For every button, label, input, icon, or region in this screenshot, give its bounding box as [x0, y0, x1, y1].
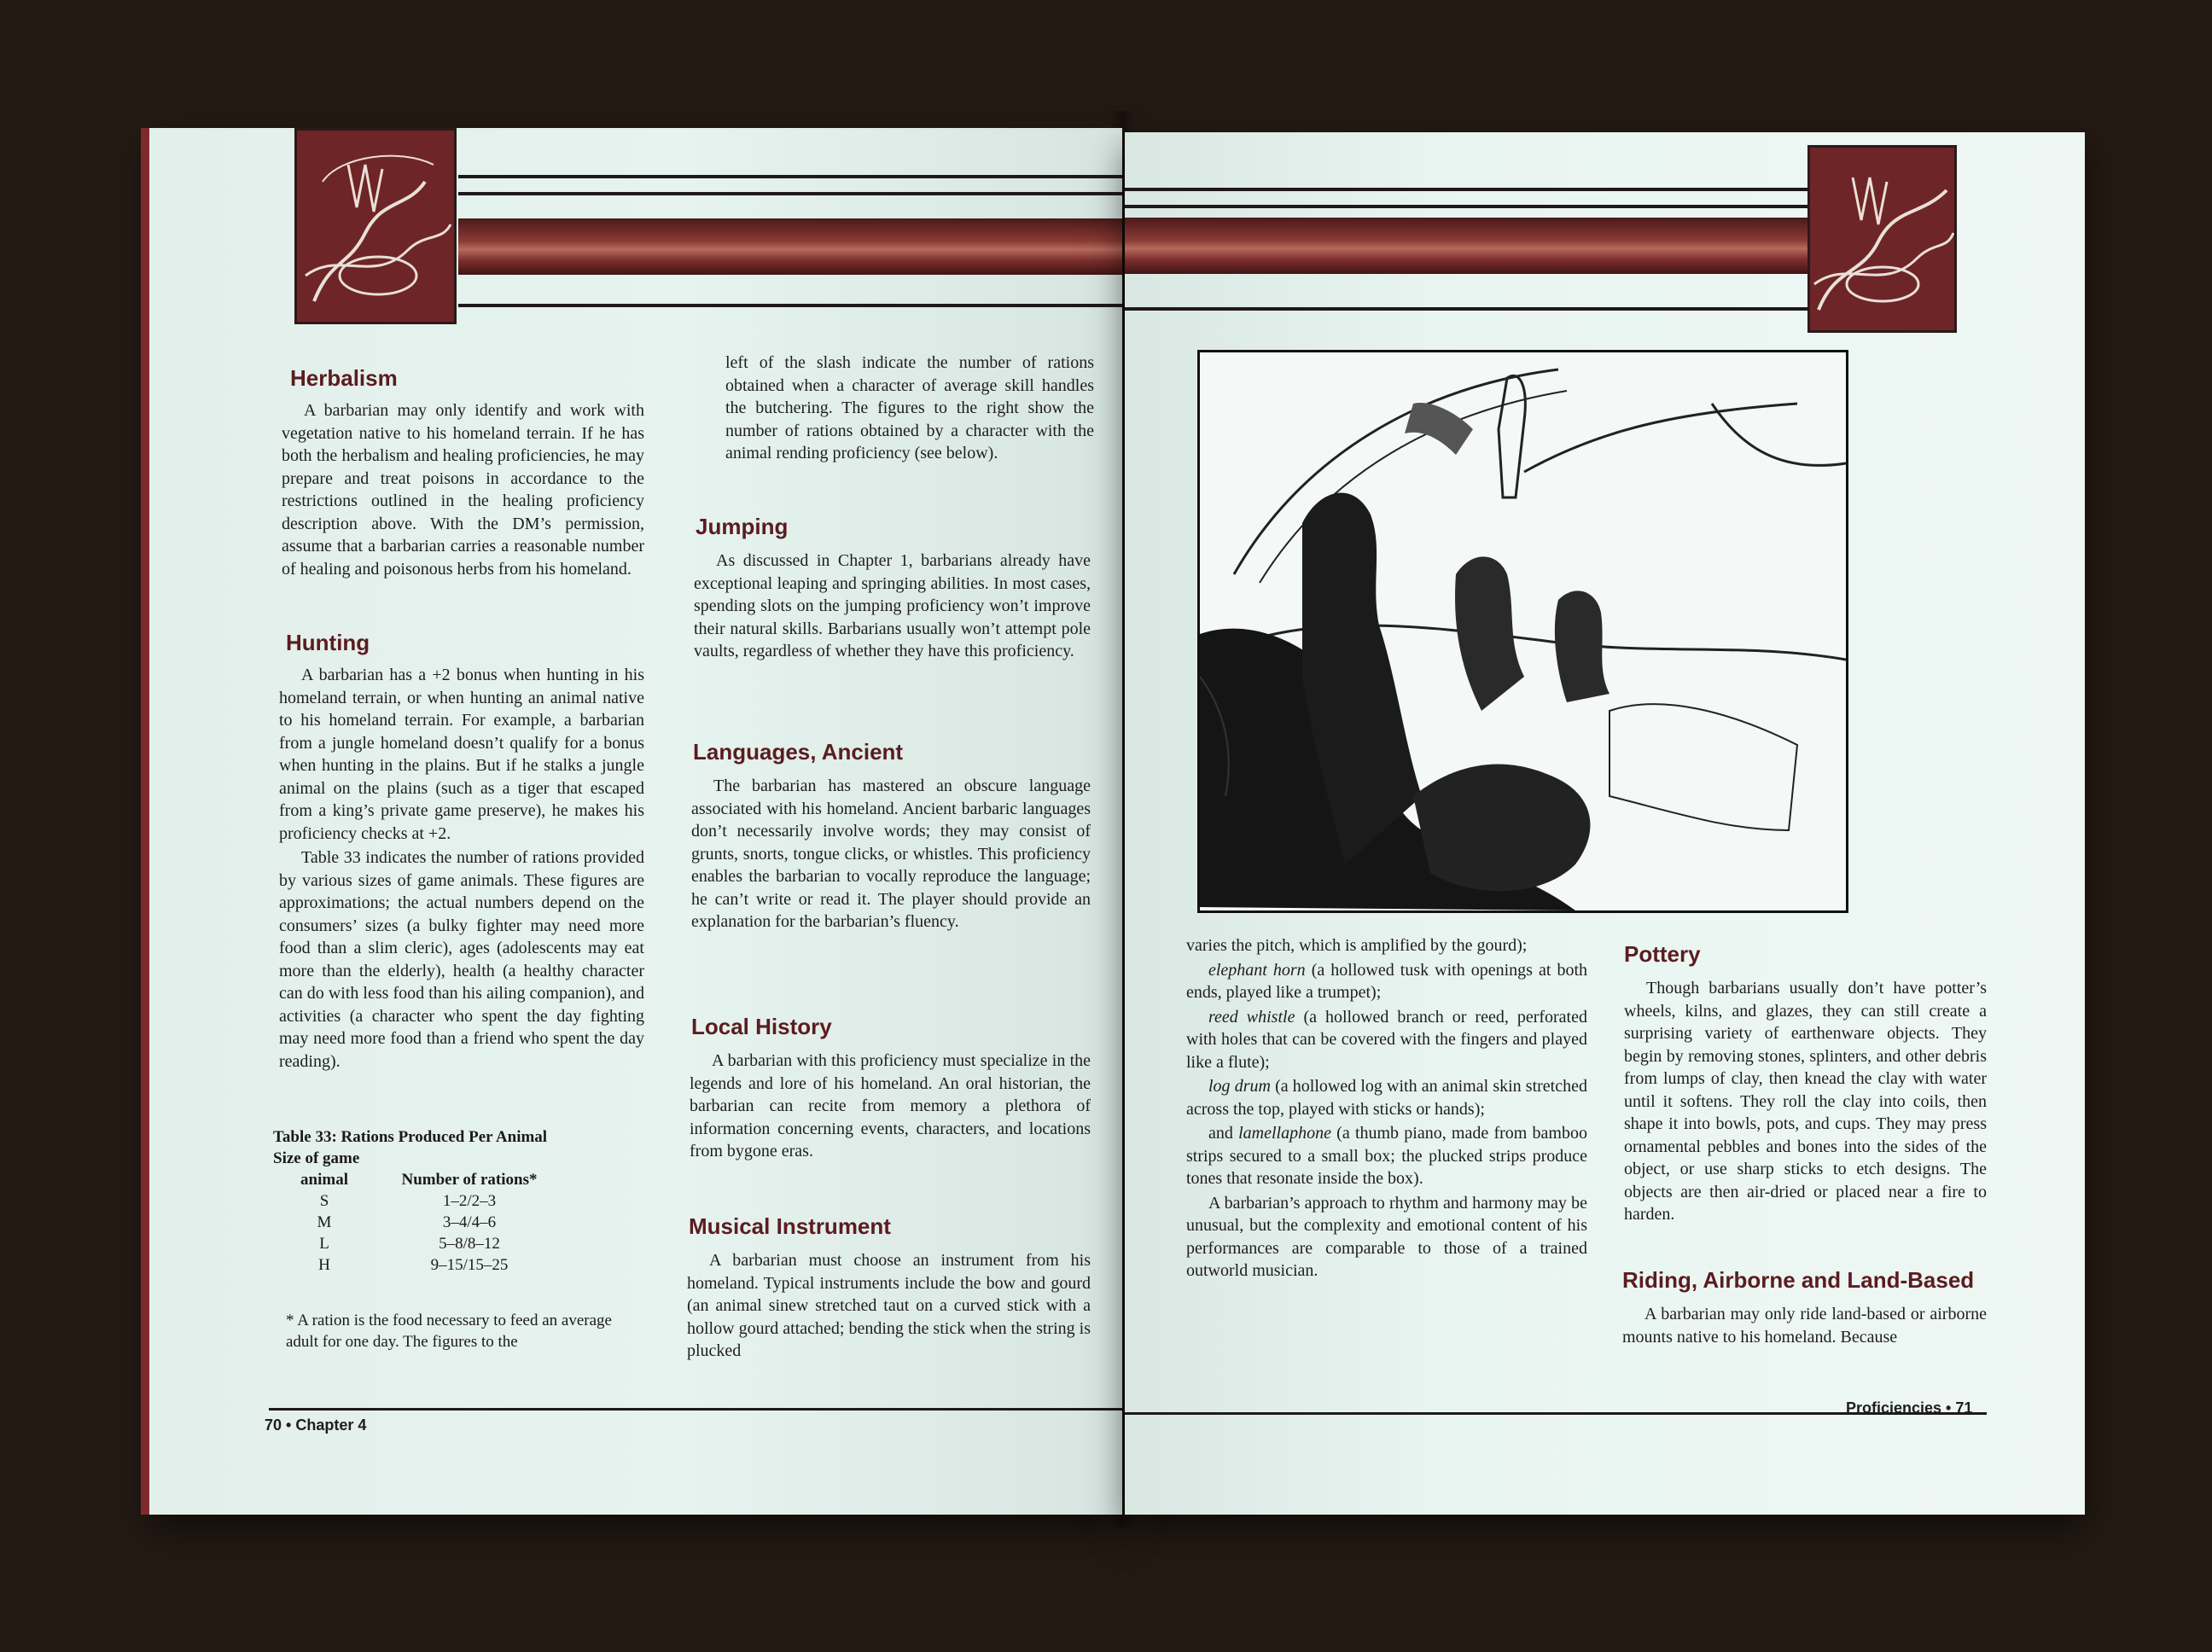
instrument-list-item — [1186, 1192, 1587, 1283]
heading-musical-instrument: Musical Instrument — [689, 1213, 891, 1239]
musical-instrument-paragraph — [687, 1249, 1091, 1363]
heading-languages-ancient: Languages, Ancient — [693, 739, 904, 765]
table-cell-size: M — [317, 1213, 332, 1231]
table-cell-size: S — [319, 1192, 329, 1210]
instrument-list-item — [1186, 1006, 1587, 1074]
musical-instrument-text — [687, 1249, 1091, 1364]
heading-hunting: Hunting — [286, 630, 370, 655]
header-rule-top — [458, 175, 1122, 178]
continuation-paragraph: left of the slash indicate the number of rations obtained when a character of average skill handles the butchering. The figures to the right show the number of rations obtained by a character with the animal rending proficiency (see below). — [725, 353, 1094, 462]
header-rule-top-right — [1125, 188, 1807, 191]
pottery-paragraph: Though barbarians usually don’t have potter’s wheels, kilns, and glazes, they can still create a surprising variety of earthenware objects. They begin by removing stones, splinters, and other debris from lumps of clay, then knead the clay with water until it softens. They roll the clay into coils, then shape it into bowls, pots, and cups. They may press ornamental pebbles and bones into the sides of the object, or use sharp sticks to etch designs. The objects are then air-dried or placed near a fire to harden. — [1624, 979, 1987, 1224]
header-rule-bottom-right — [1125, 307, 1807, 311]
local-history-paragraph: A barbarian with this proficiency must specialize in the legends and lore of his homeland. An oral historian, the barbarian can recite from memory a plethora of information concerning events, characters, and locations from bygone eras. — [690, 1051, 1091, 1160]
barbarian-camp-illustration — [1197, 350, 1848, 913]
barbarian-hands-drawing — [297, 131, 454, 322]
instrument-text: varies the pitch, which is amplified by the gourd); — [1186, 936, 1528, 955]
table-title: Table 33: Rations Produced Per Animal — [273, 1128, 548, 1146]
header-rule-bottom — [458, 304, 1122, 307]
heading-herbalism: Herbalism — [290, 365, 398, 391]
languages-text — [691, 775, 1091, 935]
heading-local-history: Local History — [691, 1014, 832, 1039]
instrument-term: log drum — [1208, 1077, 1271, 1096]
table-col1-header-line1: Size of game — [273, 1149, 360, 1167]
table-cell-rations: 3–4/4–6 — [442, 1213, 497, 1231]
musical-instrument-paragraph-text: A barbarian must choose an instrument from his homeland. Typical instruments include the bow and gourd (an animal sinew stretched taut on a curved stick with a hollow gourd attached; bending the stick when the string is plucked — [687, 1251, 1091, 1360]
ink-drawing — [1200, 352, 1846, 910]
header-illustration-right — [1807, 145, 1957, 333]
pottery-text — [1624, 977, 1987, 1228]
table-cell-size: H — [318, 1256, 330, 1274]
table-cell-rations: 9–15/15–25 — [430, 1256, 509, 1274]
barbarian-hands-drawing-right — [1810, 148, 1954, 330]
herbalism-text — [282, 399, 644, 582]
table-cell-rations: 5–8/8–12 — [439, 1235, 500, 1253]
header-rule-upper-right — [1125, 205, 1807, 208]
table-cell-size: L — [319, 1235, 329, 1253]
table-continuation-text — [725, 352, 1094, 467]
hunting-paragraph-1: A barbarian has a +2 bonus when hunting in his homeland terrain, or when hunting an animal native to his homeland terrain. For example, a barbarian from a jungle homeland doesn’t qualify for a bonus when hunting in the plains. But if he stalks a jungle animal on the plains (such as a tiger that escaped from a king’s private game preserve), he makes his proficiency checks at +2. — [279, 666, 644, 843]
left-page — [149, 128, 1122, 1515]
instrument-term: lamellaphone — [1238, 1124, 1331, 1143]
instrument-lead: and — [1208, 1124, 1239, 1143]
jumping-paragraph: As discussed in Chapter 1, barbarians already have exceptional leaping and springing abilities. In most cases, spending slots on the jumping proficiency won’t improve their natural skills. Barbarians usually won’t attempt pole vaults, regardless of whether they have this proficiency. — [694, 551, 1091, 660]
instrument-text: (a hollowed log with an animal skin stretched across the top, played with sticks or hands); — [1186, 1077, 1587, 1119]
instrument-list-item — [1186, 959, 1587, 1004]
jumping-text — [694, 550, 1091, 665]
table-footnote: * A ration is the food necessary to feed an average adult for one day. The figures to the — [286, 1312, 612, 1351]
page-number-right: Proficiencies • 71 — [1846, 1399, 1973, 1416]
table-row — [273, 1212, 640, 1233]
table-row — [273, 1233, 640, 1254]
heading-riding: Riding, Airborne and Land-Based — [1622, 1267, 1975, 1293]
heading-pottery: Pottery — [1624, 941, 1701, 967]
table-row — [273, 1190, 640, 1212]
table-header-row — [273, 1169, 640, 1190]
hunting-paragraph-2: Table 33 indicates the number of rations provided by various sizes of game animals. These figures are approximations; the actual numbers depend on the consumers’ sizes (a bulky fighter may need more food than a slim cleric), ages (adolescents may eat more than the elderly), health (a healthy character can do with less food than his ailing companion), and activities (a character who spent the day fighting may need more food than a friend who spent the day reading). — [279, 848, 644, 1071]
heading-jumping: Jumping — [696, 514, 789, 539]
header-band — [458, 218, 1122, 275]
instrument-list-item — [1186, 1075, 1587, 1120]
instrument-text: A barbarian’s approach to rhythm and harmony may be unusual, but the complexity and emotional content of his performances are comparable to those of a trained outworld musician. — [1186, 1193, 1587, 1280]
instrument-term: elephant horn — [1208, 960, 1306, 980]
page-number-left: 70 • Chapter 4 — [265, 1416, 367, 1434]
table-col1-header: animal — [300, 1171, 348, 1189]
instrument-text: (a hollowed branch or reed, perforated with holes that can be covered with the fingers and played like a flute); — [1186, 1007, 1587, 1072]
instrument-text: (a hollowed tusk with openings at both ends, played like a trumpet); — [1186, 960, 1587, 1002]
instrument-term: reed whistle — [1208, 1007, 1295, 1027]
instrument-list-item — [1186, 1122, 1587, 1190]
header-rule-upper — [458, 192, 1122, 195]
musical-instrument-continuation — [1186, 934, 1587, 1284]
table-col2-header: Number of rations* — [401, 1171, 538, 1189]
table-cell-rations: 1–2/2–3 — [442, 1192, 497, 1210]
herbalism-paragraph: A barbarian may only identify and work with vegetation native to his homeland terrain. If he has both the herbalism and healing proficiencies, he may prepare and treat poisons in accordance to the restrictions outlined in the healing proficiency description above. With the DM’s permission, assume that a barbarian carries a reasonable number of healing and poisonous herbs from his homeland. — [282, 401, 644, 579]
riding-text — [1622, 1303, 1987, 1350]
header-illustration-left — [294, 128, 457, 324]
local-history-text — [690, 1050, 1091, 1165]
instrument-list-item — [1186, 934, 1587, 957]
riding-paragraph: A barbarian may only ride land-based or airborne mounts native to his homeland. Because — [1622, 1305, 1987, 1347]
table-row — [273, 1254, 640, 1276]
hunting-text — [279, 664, 644, 1074]
footer-rule — [269, 1408, 1122, 1411]
rations-table — [273, 1126, 640, 1276]
instrument-text: (a thumb piano, made from bamboo strips secured to a small box; the plucked strips produce tones that resonate inside the box). — [1186, 1124, 1587, 1188]
languages-paragraph: The barbarian has mastered an obscure language associated with his homeland. Ancient barbaric languages don’t necessarily involve words; they may consist of grunts, snorts, tongue clicks, or whistles. This proficiency enables the barbarian to vocally reproduce the language; he can’t write or read it. The player should provide an explanation for the barbarian’s fluency. — [691, 777, 1091, 931]
header-band-right — [1125, 218, 1807, 274]
